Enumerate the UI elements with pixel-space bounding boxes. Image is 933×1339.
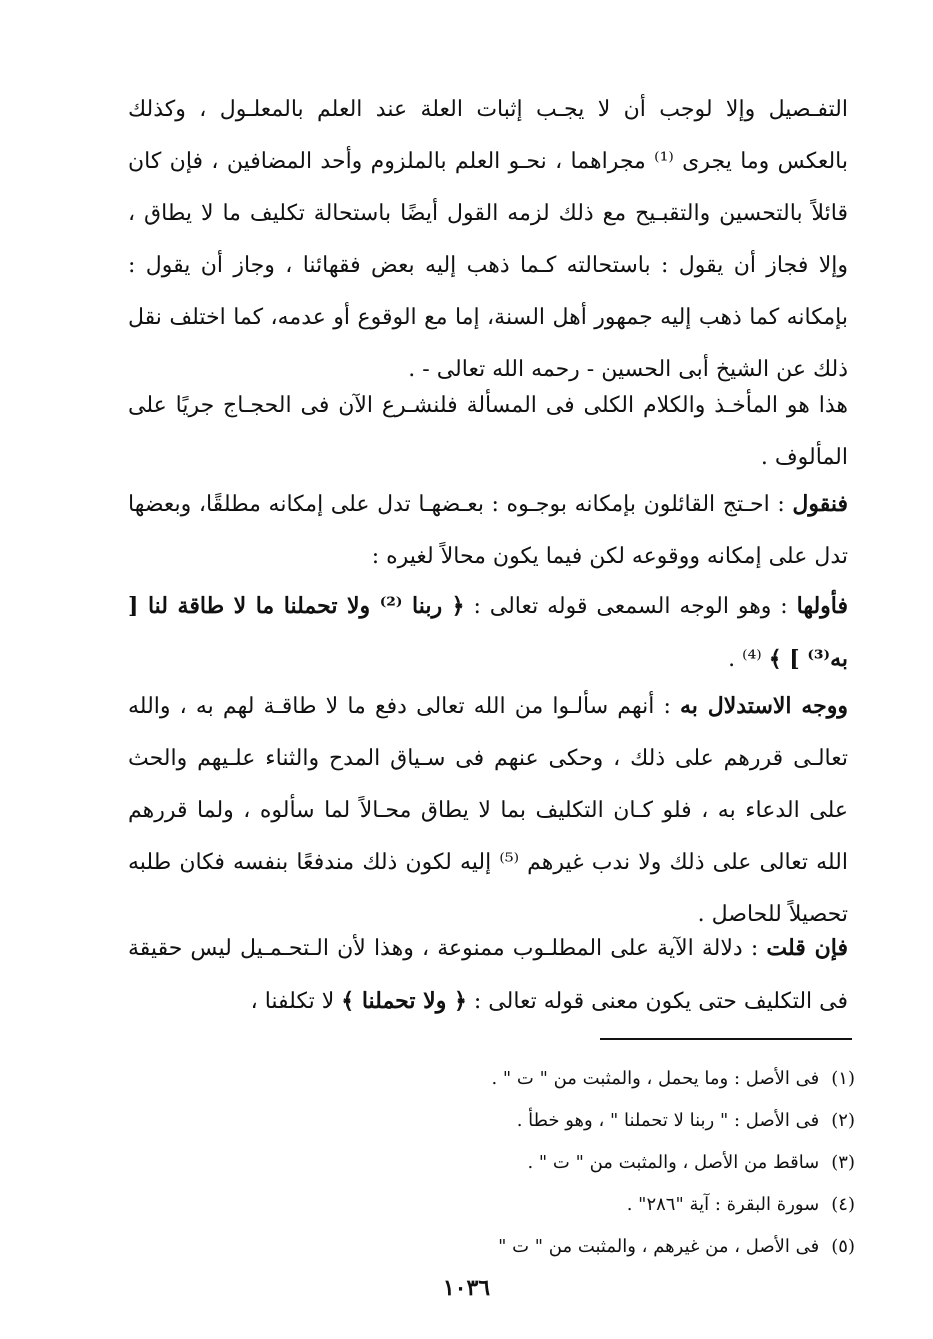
paragraph-3: [128, 478, 848, 583]
footnote-number: (١): [831, 1068, 855, 1089]
footnote: [360, 1184, 855, 1226]
paragraph-text: هذا هو المأخـذ والكلام الكلى فى المسألة فلنشـرع الآن فى الحجـاج جريًا على المألوف .: [128, 393, 848, 470]
footnote: [360, 1100, 855, 1142]
footnote-number: (٢): [831, 1110, 855, 1131]
paragraph-5: [128, 680, 848, 941]
paragraph-lead: فنقول: [792, 491, 848, 517]
footnote-text: ساقط من الأصل ، والمثبت من " ت " .: [527, 1152, 820, 1173]
footnote-number: (٤): [831, 1194, 855, 1215]
footnote-number: (٥): [831, 1236, 855, 1257]
paragraph-text: : دلالة الآية على المطلـوب ممنوعة ، وهذا لأن الـتحـمـيل ليس حقيقة فى التكليف حتى يكون معنى قوله تعالى :: [128, 936, 848, 1014]
paragraph-text: التفـصيل وإلا لوجب أن لا يجـب إثبات العلة عند العلم بالمعلـول ، وكذلك بالعكس وما يجرى ⁽¹⁾ مجراهما ، نحـو العلم بالملزوم وأحد المضافين ، فإن كان قائلاً بالتحسين والتقبـيح مع ذلك لزمه القول أيضًا باستحالة تكليف ما لا يطاق ، وإلا فجاز أن يقول : باستحالته كـما ذهب إليه بعض فقهائنا ، وجاز أن يقول : بإمكانه كما ذهب إليه جمهور أهل السنة، إما مع الوقوع أو عدمه، كما اختلف نقل ذلك عن الشيخ أبى الحسين - رحمه الله تعالى - .: [128, 97, 848, 382]
footnotes: [360, 1058, 855, 1268]
footnote: [360, 1142, 855, 1184]
paragraph-lead: فإن قلت: [766, 935, 849, 961]
footnote: [360, 1226, 855, 1268]
footnote-text: فى الأصل : وما يحمل ، والمثبت من " ت " .: [491, 1068, 820, 1089]
paragraph-text: : احـتج القائلون بإمكانه بوجـوه : بعـضهـا تدل على إمكانه مطلقًا، وبعضها تدل على إمكانه ووقوعه لكن فيما يكون محالاً لغيره :: [128, 492, 848, 569]
paragraph-text: : أنهم سألـوا من الله تعالى دفع ما لا طاقـة لهم به ، والله تعالـى قررهم على ذلك ، وحكى عنهم فى سـياق المدح والثناء علـيهم والحث على الدعاء به ، فلو كـان التكليف بما لا يطاق محـالاً لما سألوه ، ولما قررهم الله تعالى على ذلك ولا ندب غيرهم ⁽⁵⁾ إليه لكون ذلك مندفعًا بنفسه فكان طلبه تحصيلاً للحاصل .: [128, 694, 848, 927]
paragraph-text: : وهو الوجه السمعى قوله تعالى :: [464, 594, 797, 619]
quran-quote: ﴿ ربنا ⁽²⁾ ولا تحملنا ما لا طاقة لنا [ به⁽³⁾ ] ﴾: [128, 593, 848, 672]
paragraph-lead: ووجه الاستدلال به: [680, 693, 848, 719]
paragraph-lead: فأولها: [796, 593, 848, 619]
paragraph-content: [128, 922, 848, 1028]
paragraph-6: [128, 922, 848, 1028]
paragraph-content: [128, 478, 848, 583]
footnote-separator: [600, 1038, 852, 1040]
footnote-text: سورة البقرة : آية "٢٨٦" .: [626, 1194, 820, 1215]
paragraph-1: [128, 84, 848, 396]
footnote: [360, 1058, 855, 1100]
page-number: ١٠٣٦: [442, 1275, 491, 1301]
footnote-text: فى الأصل : " ربنا لا تحملنا " ، وهو خطأ .: [516, 1110, 820, 1131]
paragraph-text-end: لا تكلفنا ،: [250, 989, 342, 1014]
footnote-number: (٣): [831, 1152, 855, 1173]
paragraph-content: [128, 580, 848, 686]
paragraph-2: [128, 380, 848, 484]
quran-quote: ﴿ ولا تحملنا ﴾: [341, 988, 467, 1014]
paragraph-content: [128, 680, 848, 941]
footnote-text: فى الأصل ، من غيرهم ، والمثبت من " ت ": [498, 1236, 820, 1257]
paragraph-text-end: ⁽⁴⁾ .: [728, 647, 769, 672]
paragraph-4: [128, 580, 848, 686]
